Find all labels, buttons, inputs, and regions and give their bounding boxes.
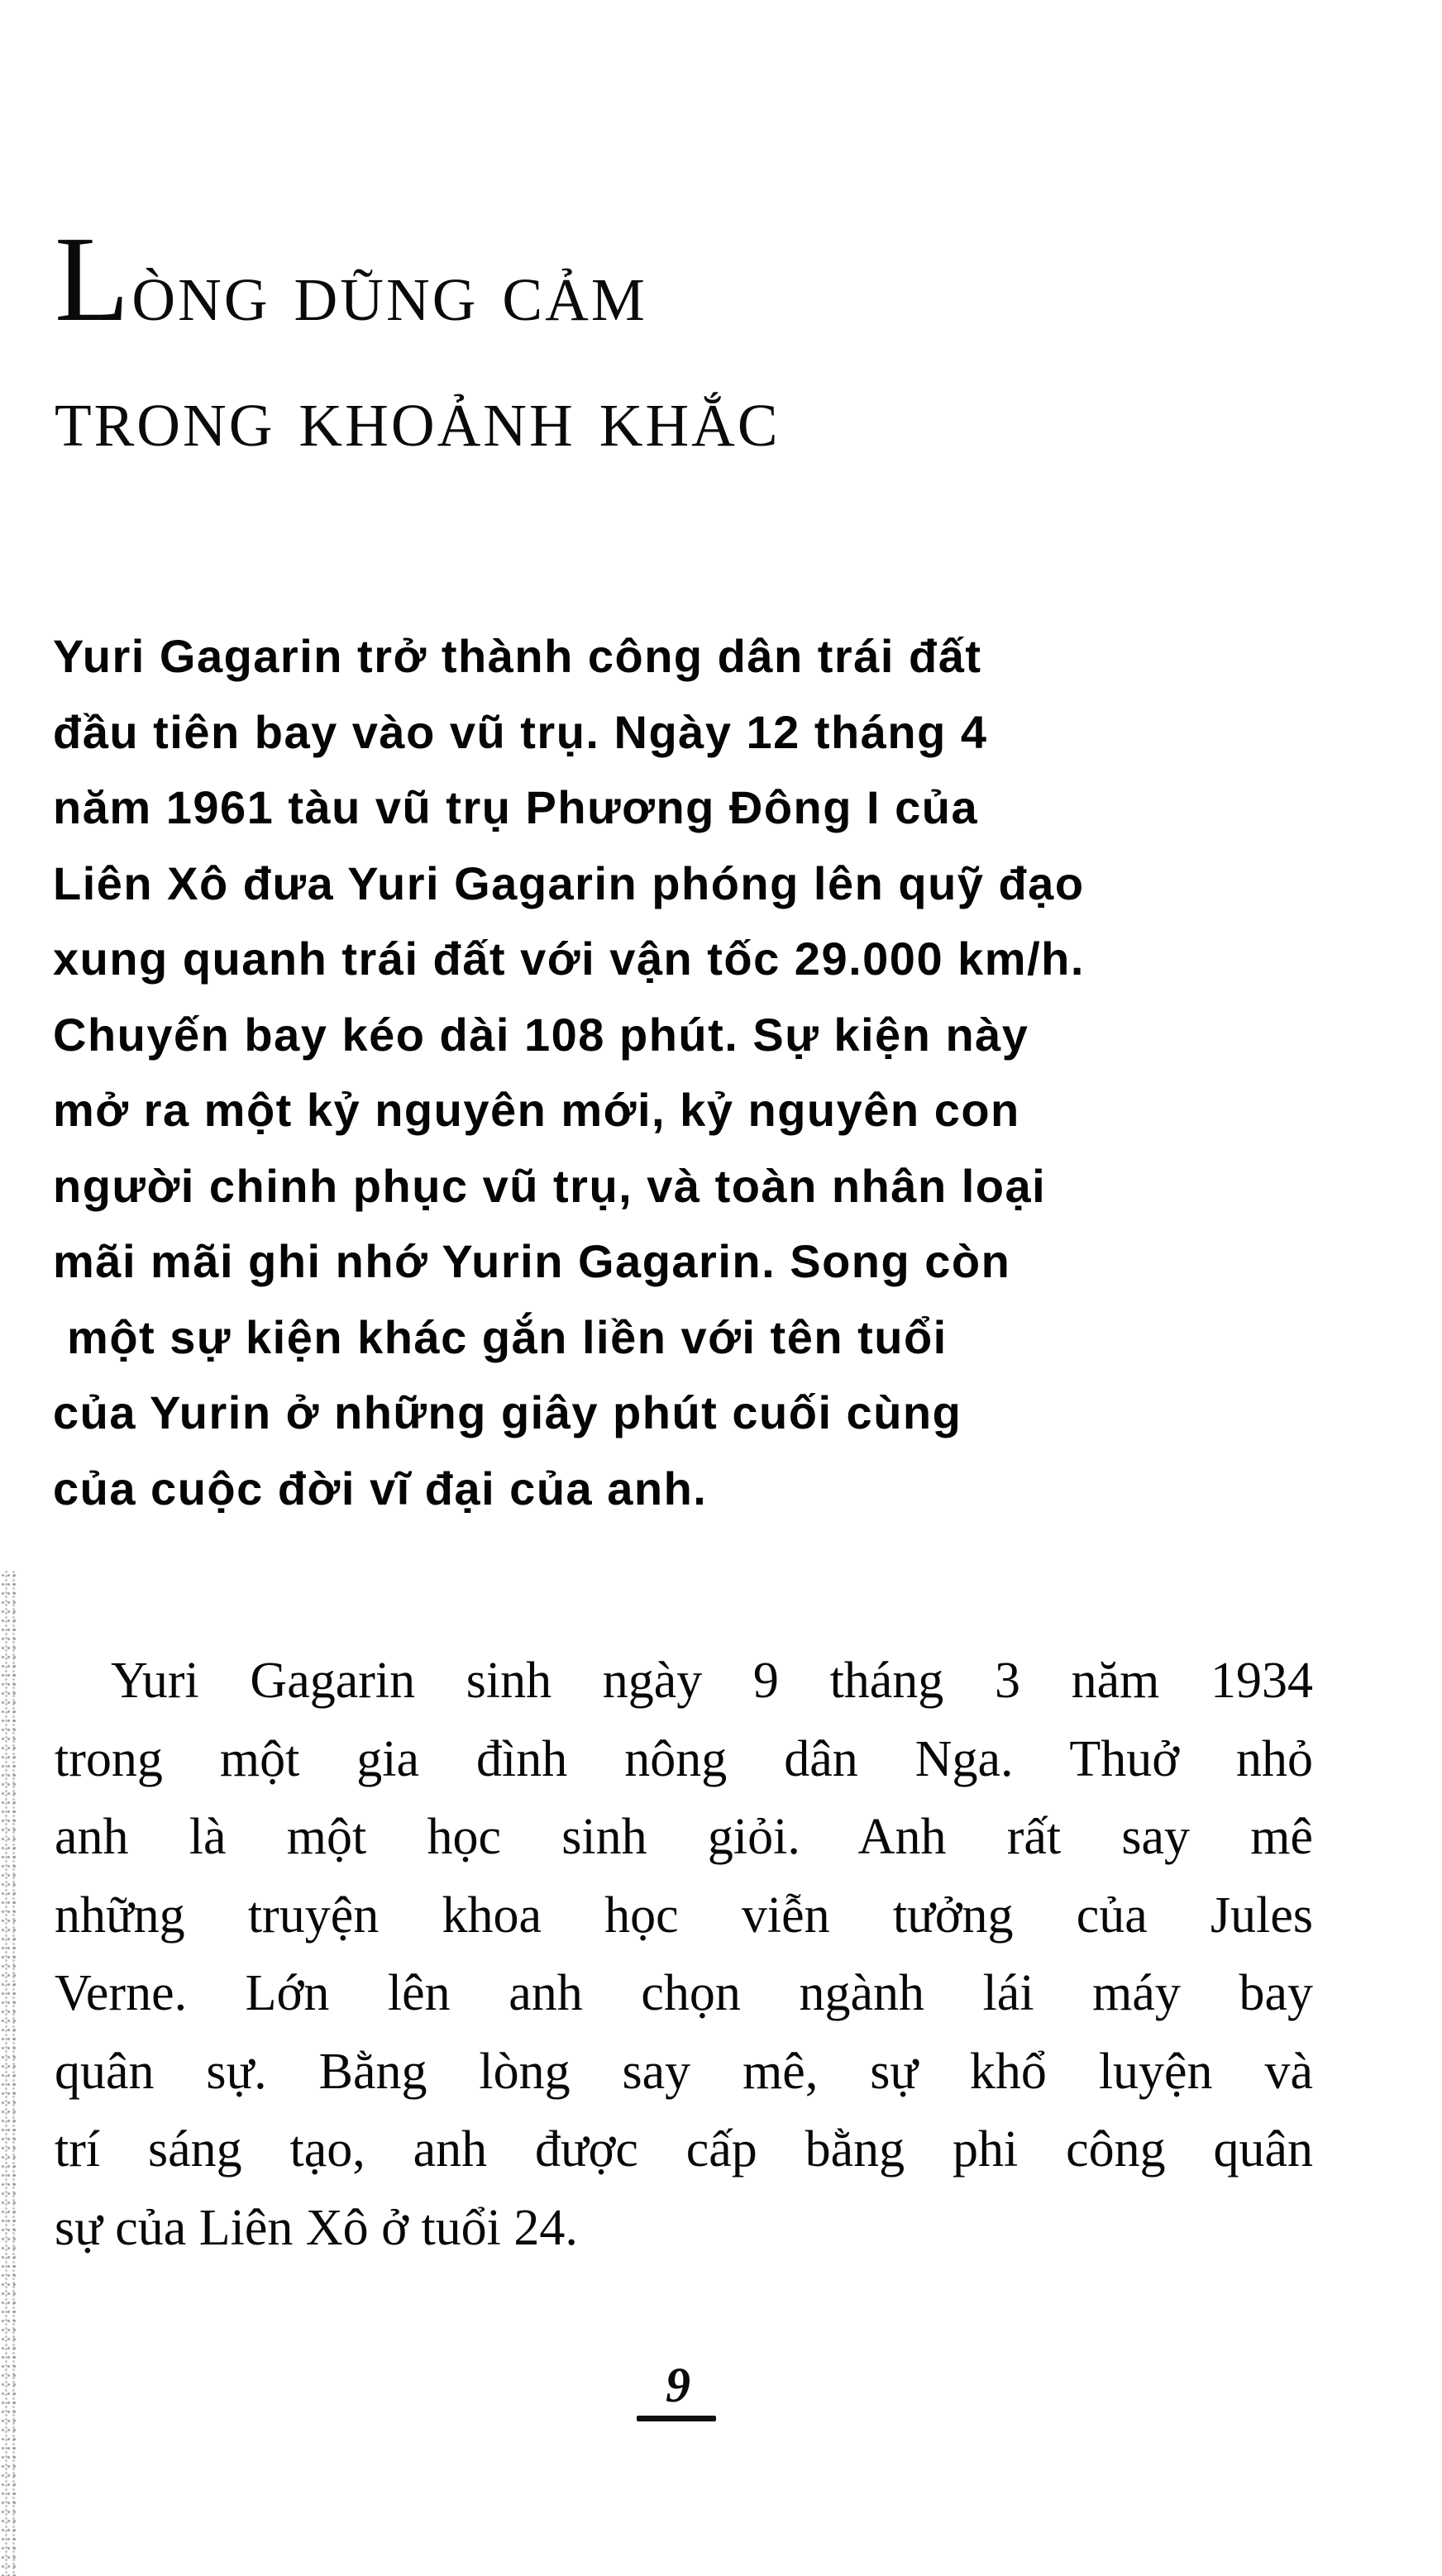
chapter-title-line-2: trong khoảnh khắc [55, 370, 781, 465]
chapter-title-line-1-rest: òng dũng cảm [131, 244, 647, 339]
intro-line: một sự kiện khác gắn liền với tên tuổi [53, 1310, 948, 1363]
intro-line: Chuyến bay kéo dài 108 phút. Sự kiện này [53, 1008, 1029, 1061]
chapter-title-initial: L [55, 212, 132, 347]
body-line: Yuri Gagarin sinh ngày 9 tháng 3 năm 1934 [111, 1653, 1313, 1709]
body-line: trong một gia đình nông dân Nga. Thuở nhỏ [55, 1730, 1313, 1787]
body-line: quân sự. Bằng lòng say mê, sự khổ luyện và [55, 2043, 1313, 2100]
intro-line: của Yurin ở những giây phút cuối cùng [53, 1386, 962, 1438]
page-number-underline [637, 2416, 716, 2421]
body-line: Verne. Lớn lên anh chọn ngành lái máy bay [55, 1965, 1313, 2021]
body-paragraph [55, 1642, 1313, 2267]
intro-line: mãi mãi ghi nhớ Yurin Gagarin. Song còn [53, 1235, 1011, 1287]
intro-paragraph [53, 618, 1343, 1526]
intro-line: năm 1961 tàu vũ trụ Phương Đông I của [53, 781, 979, 833]
body-line: những truyện khoa học viễn tưởng của Jules [55, 1887, 1313, 1944]
body-line: sự của Liên Xô ở tuổi 24. [55, 2199, 578, 2256]
intro-line: mở ra một kỷ nguyên mới, kỷ nguyên con [53, 1084, 1020, 1136]
body-line: anh là một học sinh giỏi. Anh rất say mê [55, 1809, 1313, 1865]
page-number: 9 [666, 2358, 690, 2412]
intro-line: người chinh phục vũ trụ, và toàn nhân loại [53, 1159, 1047, 1212]
intro-line: Liên Xô đưa Yuri Gagarin phóng lên quỹ đạo [53, 856, 1085, 909]
intro-line: xung quanh trái đất với vận tốc 29.000 km/h. [53, 933, 1085, 985]
body-line: trí sáng tạo, anh được cấp bằng phi công quân [55, 2121, 1313, 2178]
intro-line: Yuri Gagarin trở thành công dân trái đất [53, 630, 982, 682]
chapter-title [55, 212, 781, 480]
intro-line: của cuộc đời vĩ đại của anh. [53, 1462, 708, 1515]
intro-line: đầu tiên bay vào vũ trụ. Ngày 12 tháng 4 [53, 705, 988, 758]
scan-binding-edge [0, 1571, 17, 2576]
chapter-title-line-1 [55, 212, 781, 355]
